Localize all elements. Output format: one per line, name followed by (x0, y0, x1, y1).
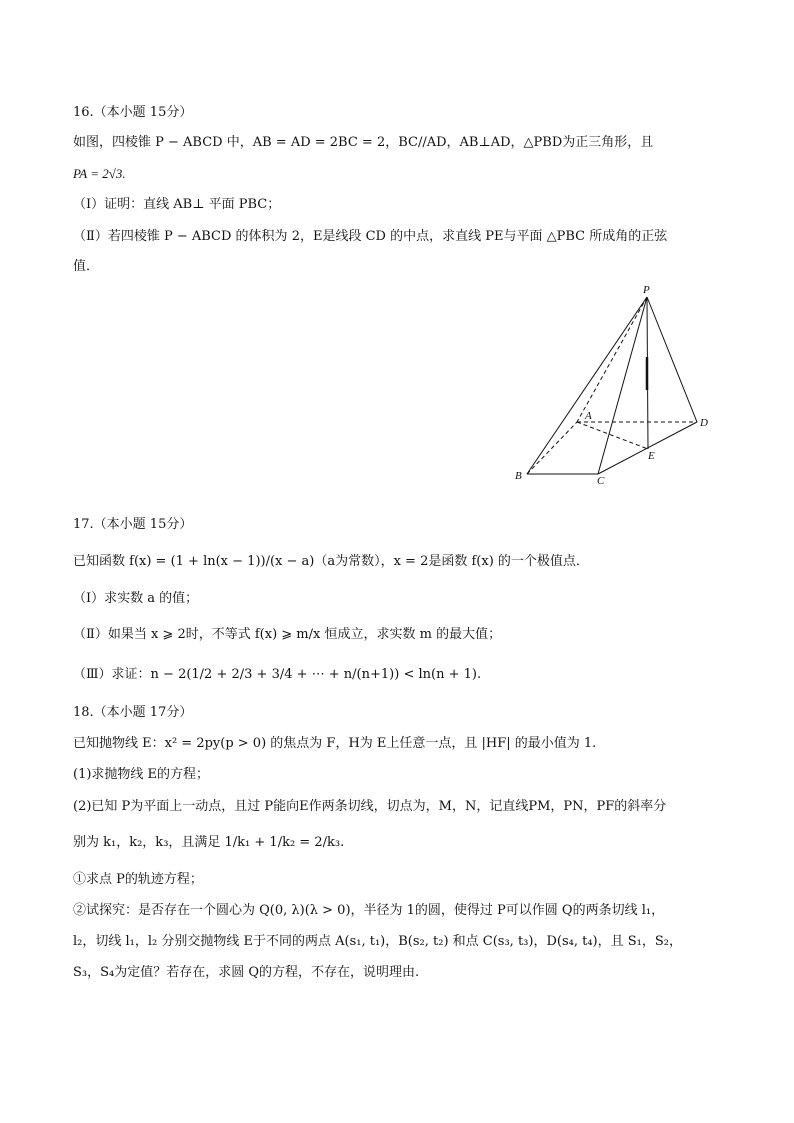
q18-sub-1: ①求点 P的轨迹方程； (73, 872, 203, 887)
edge-pb (527, 297, 647, 474)
q18-header: 18.（本小题 17分） (73, 705, 193, 720)
edge-pa (577, 297, 647, 422)
q18-part-2-line-2: 别为 k₁，k₂，k₃，且满足 1/k₁ + 1/k₂ = 2/k₃. (73, 835, 345, 850)
q16-part-2-line-1: （Ⅱ）若四棱锥 P − ABCD 的体积为 2，E是线段 CD 的中点，求直线 PE与平面 △PBC 所成角的正弦 (73, 229, 668, 244)
q17-part-3: （Ⅲ）求证：n − 2(1/2 + 2/3 + 3/4 + ⋯ + n/(n+1)) < ln(n + 1). (73, 667, 482, 682)
q16-part-1: （Ⅰ）证明：直线 AB⊥ 平面 PBC； (73, 197, 281, 212)
q18-stem: 已知抛物线 E：x² = 2py(p > 0) 的焦点为 F，H为 E上任意一点，且 |HF| 的最小值为 1. (73, 736, 597, 751)
edge-ab (527, 422, 577, 474)
label-c: C (597, 475, 605, 487)
q16-stem-line-1: 如图，四棱锥 P − ABCD 中，AB = AD = 2BC = 2，BC//AD，AB⊥AD，△PBD为正三角形，且 (73, 135, 654, 150)
q16-stem-line-2: PA = 2√3. (73, 166, 126, 181)
label-e: E (648, 450, 655, 462)
label-a: A (585, 410, 592, 422)
q16-part-2-line-2: 值． (73, 259, 100, 274)
q18-part-2-line-1: (2)已知 P为平面上一动点，且过 P能向E作两条切线，切点为，M，N，记直线PM，PN，PF的斜率分 (73, 799, 667, 814)
q17-part-1: （Ⅰ）求实数 a 的值； (73, 591, 199, 606)
q17-stem: 已知函数 f(x) = (1 + ln(x − 1))/(x − a)（a为常数），x = 2是函数 f(x) 的一个极值点． (73, 554, 589, 569)
q17-header: 17.（本小题 15分） (73, 517, 193, 532)
label-b: B (515, 470, 522, 482)
q18-part-1: (1)求抛物线 E的方程； (73, 767, 210, 782)
label-p: P (643, 284, 650, 296)
q18-sub-2-line-1: ②试探究：是否存在一个圆心为 Q(0, λ)(λ > 0)，半径为 1的圆，使得过 P可以作圆 Q的两条切线 l₁， (73, 903, 665, 918)
q16-header: 16.（本小题 15分） (73, 105, 193, 120)
edge-ae (577, 422, 648, 449)
edge-pd (647, 297, 697, 422)
label-d: D (700, 417, 708, 429)
q18-sub-2-line-2: l₂，切线 l₁，l₂ 分别交抛物线 E于不同的两点 A(s₁, t₁)，B(s₂, t₂) 和点 C(s₃, t₃)，D(s₄, t₄)，且 S₁，S₂， (73, 934, 682, 949)
edge-pc (598, 297, 647, 474)
q18-sub-2-line-3: S₃，S₄为定值？若存在，求圆 Q的方程，不存在，说明理由. (73, 965, 420, 980)
pyramid-figure (505, 282, 725, 487)
q17-part-2: （Ⅱ）如果当 x ⩾ 2时，不等式 f(x) ⩾ m/x 恒成立，求实数 m 的最大值； (73, 627, 502, 642)
